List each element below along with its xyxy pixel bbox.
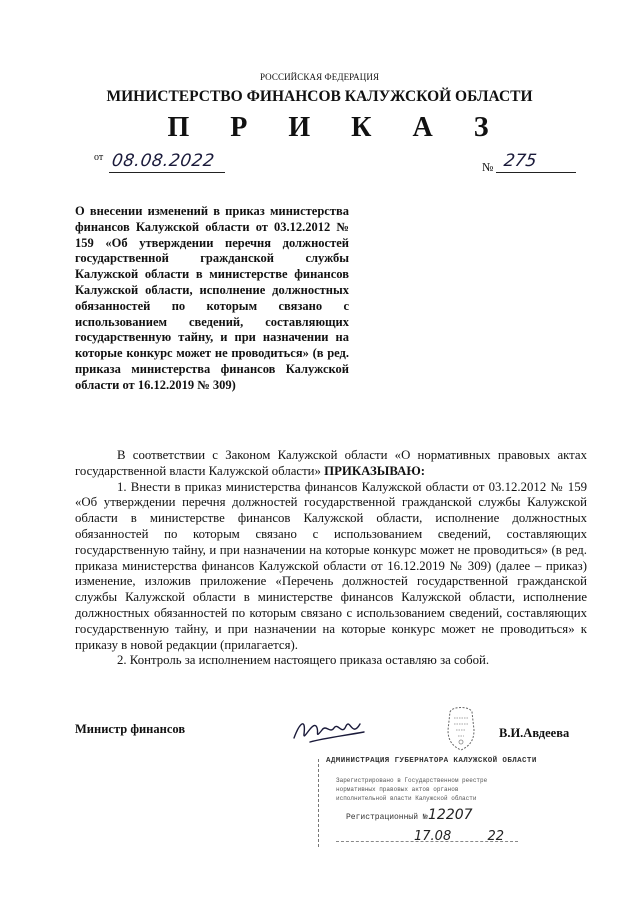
order-body <box>75 448 587 669</box>
order-number-prefix: № <box>482 160 494 174</box>
stamp-bottom-line <box>336 841 518 842</box>
stamp-line-2: нормативных правовых актов органов <box>336 786 459 793</box>
order-word: ПРИКАЗЫВАЮ: <box>324 463 426 478</box>
order-item-2: 2. Контроль за исполнением настоящего приказа оставляю за собой. <box>117 653 490 668</box>
federation-heading: РОССИЙСКАЯ ФЕДЕРАЦИЯ <box>259 72 380 82</box>
stamp-line-1: Зарегистрировано в Государственном реестре <box>336 777 488 784</box>
ministry-heading: МИНИСТЕРСТВО ФИНАНСОВ КАЛУЖСКОЙ ОБЛАСТИ <box>106 88 533 105</box>
order-date-handwritten: 08.08.2022 <box>110 151 216 171</box>
preamble-text: В соответствии с Законом Калужской области «О нормативных правовых актах государственной власти Калужской области» <box>75 448 587 478</box>
stamp-date-value: 17.08 <box>414 829 452 844</box>
order-item-1: 1. Внести в приказ министерства финансов Калужской области от 03.12.2012 № 159 «Об утверждении перечня должностей государственной гражданской службы Калужской области в министерстве финансов Калужской области, исполнение должностных обязанностей по которым связано с использованием сведений, составляющих государственную тайну, и при назначении на которые конкурс может не проводиться» (в ред. приказа министерства финансов Калужской области от 16.12.2019 № 309) (далее – приказ) изменение, изложив приложение «Перечень должностей государственной гражданской службы Калужской области в министерстве финансов Калужской области, исполнение должностных обязанностей по которым связано с использованием сведений, составляющих государственную тайну, и при назначении на которые конкурс может не проводиться» к приказу в новой редакции (прилагается). <box>75 479 587 652</box>
order-date-prefix: от <box>94 152 104 163</box>
stamp-year-value: 22 <box>487 829 505 844</box>
order-date-underline <box>109 172 225 173</box>
signer-name: В.И.Авдеева <box>499 726 570 740</box>
stamp-registration-number: 12207 <box>428 807 473 823</box>
stamp-title: АДМИНИСТРАЦИЯ ГУБЕРНАТОРА КАЛУЖСКОЙ ОБЛАСТИ <box>326 757 537 765</box>
order-preamble <box>75 448 587 480</box>
order-number-underline <box>496 172 576 173</box>
signer-role: Министр финансов <box>75 722 186 736</box>
order-subject: О внесении изменений в приказ министерства финансов Калужской области от 03.12.2012 № 159 «Об утверждении перечня должностей государственной гражданской службы Калужской области в министерстве финансов Калужской области, исполнение должностных обязанностей по которым связано с использованием сведений, составляющих государственную тайну, и при назначении на которые конкурс может не проводиться» (в ред. приказа министерства финансов Калужской области от 16.12.2019 № 309) <box>75 204 349 392</box>
stamp-registration-label: Регистрационный № <box>346 813 428 822</box>
stamp-left-border <box>318 759 319 847</box>
registration-stamp <box>318 757 537 853</box>
official-seal <box>430 700 492 760</box>
stamp-line-3: исполнительной власти Калужской области <box>336 795 477 802</box>
order-number-handwritten: 275 <box>502 151 538 171</box>
document-type-title: П Р И К А З <box>167 112 506 143</box>
handwritten-signature <box>290 708 370 752</box>
